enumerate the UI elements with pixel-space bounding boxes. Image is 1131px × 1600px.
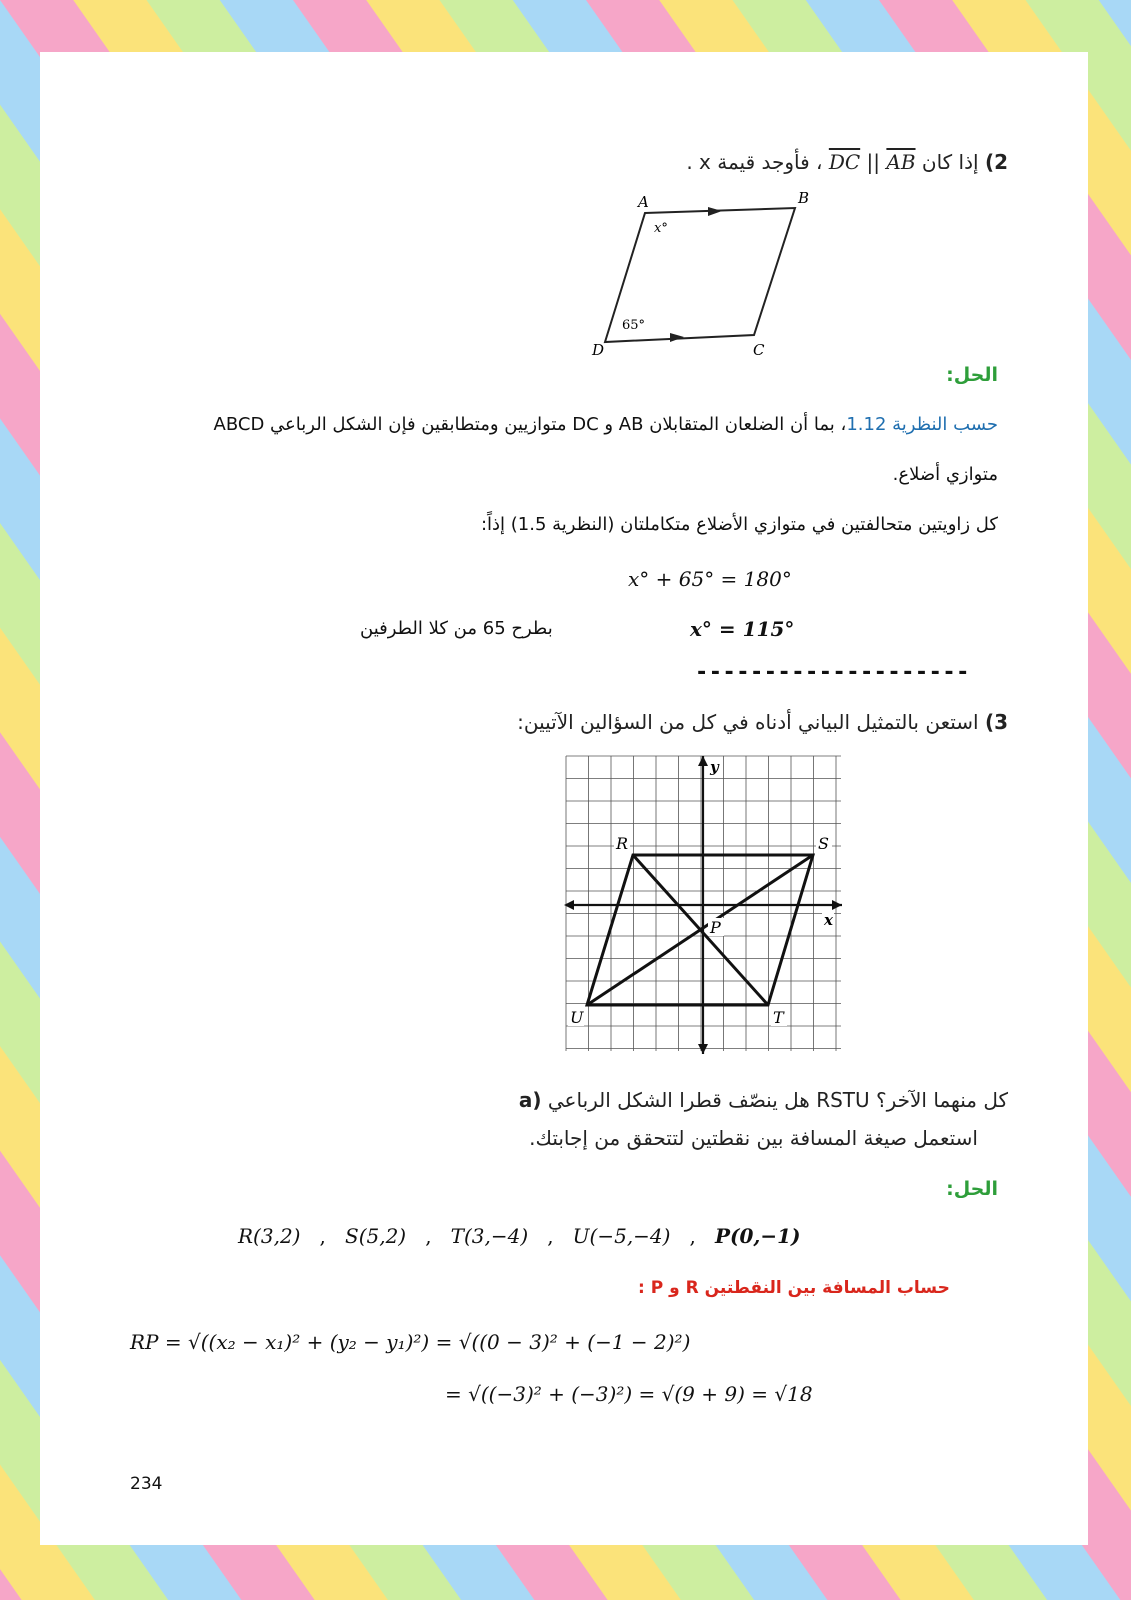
solution-line-1 bbox=[168, 414, 998, 435]
solution-line-1-text: ، بما أن الضلعان المتقابلان AB و DC متوازيين ومتطابقين فإن الشكل الرباعي ABCD bbox=[213, 414, 847, 435]
angle-label-65: 65° bbox=[622, 318, 646, 333]
vertex-label-a: A bbox=[638, 193, 649, 211]
question-2-prompt bbox=[408, 150, 1008, 174]
x-axis-label: x bbox=[824, 911, 833, 929]
coordinate-graph bbox=[560, 752, 845, 1062]
part-a-question: هل ينصّف قطرا الشكل الرباعي RSTU كل منهما الآخر؟ bbox=[547, 1088, 1008, 1112]
segment-dc: DC bbox=[828, 150, 861, 174]
question-3-prompt bbox=[408, 710, 1008, 734]
point-r: R(3,2) bbox=[238, 1224, 301, 1248]
parallelogram-figure bbox=[580, 190, 840, 360]
arrow-mark-ab bbox=[708, 207, 722, 216]
solution-line-3: كل زاويتين متحالفتين في متوازي الأضلاع متكاملتان (النظرية 1.5) إذاً: bbox=[480, 514, 998, 535]
equation-2-note: بطرح 65 من كلا الطرفين bbox=[360, 618, 553, 639]
quadrilateral-rstu bbox=[587, 855, 813, 1005]
rp-formula-line-2: = √((−3)² + (−3)²) = √(9 + 9) = √18 bbox=[445, 1382, 813, 1406]
arrow-mark-dc bbox=[670, 333, 684, 342]
angle-label-x: x° bbox=[654, 221, 668, 236]
point-label-p: P bbox=[710, 918, 721, 937]
point-label-t: T bbox=[773, 1008, 784, 1027]
question-number: 2) bbox=[984, 150, 1008, 174]
point-u: U(−5,−4) bbox=[572, 1224, 671, 1248]
divider-dashes: -------------------- bbox=[695, 660, 970, 685]
part-number: a) bbox=[518, 1088, 542, 1112]
prompt-text: استعن بالتمثيل البياني أدناه في كل من السؤالين الآتيين: bbox=[517, 710, 979, 734]
vertex-label-c: C bbox=[753, 341, 765, 359]
document-page bbox=[40, 52, 1088, 1545]
rp-formula-line-1: RP = √((x₂ − x₁)² + (y₂ − y₁)²) = √((0 − 3)² + (−1 − 2)²) bbox=[130, 1330, 691, 1354]
point-p: P(0,−1) bbox=[714, 1224, 801, 1248]
equation-1: x° + 65° = 180° bbox=[628, 567, 792, 591]
segment-ab: AB bbox=[886, 150, 916, 174]
equation-2: x° = 115° bbox=[690, 617, 795, 641]
diagonal-su bbox=[587, 855, 813, 1005]
page-number: 234 bbox=[130, 1474, 163, 1494]
part-a-line-1 bbox=[408, 1088, 1008, 1112]
vertex-label-b: B bbox=[798, 190, 810, 207]
y-axis-label: y bbox=[710, 758, 719, 776]
solution-label: الحل: bbox=[946, 364, 998, 386]
x-axis-arrow-left bbox=[564, 900, 574, 910]
theorem-reference: حسب النظرية 1.12 bbox=[846, 414, 998, 435]
point-s: S(5,2) bbox=[345, 1224, 407, 1248]
distance-title: حساب المسافة بين النقطتين R و P : bbox=[638, 1278, 950, 1298]
prompt-text-after: ، فأوجد قيمة x . bbox=[686, 150, 823, 174]
solution-label-q3: الحل: bbox=[946, 1178, 998, 1200]
y-axis-arrow-bottom bbox=[698, 1044, 708, 1054]
vertex-label-d: D bbox=[592, 341, 605, 359]
point-label-u: U bbox=[570, 1008, 584, 1027]
point-t: T(3,−4) bbox=[450, 1224, 529, 1248]
x-axis-arrow bbox=[832, 900, 842, 910]
prompt-text: إذا كان bbox=[921, 150, 979, 174]
points-list: R(3,2) , S(5,2) , T(3,−4) , U(−5,−4) , P(0,−1) bbox=[238, 1224, 801, 1248]
y-axis-arrow bbox=[698, 756, 708, 766]
solution-line-2: متوازي أضلاع. bbox=[892, 464, 998, 485]
question-number: 3) bbox=[984, 710, 1008, 734]
point-label-r: R bbox=[616, 834, 629, 853]
parallel-symbol: || bbox=[866, 150, 881, 174]
point-label-s: S bbox=[818, 834, 829, 853]
part-a-line-2: استعمل صيغة المسافة بين نقطتين لتتحقق من إجابتك. bbox=[529, 1126, 978, 1150]
